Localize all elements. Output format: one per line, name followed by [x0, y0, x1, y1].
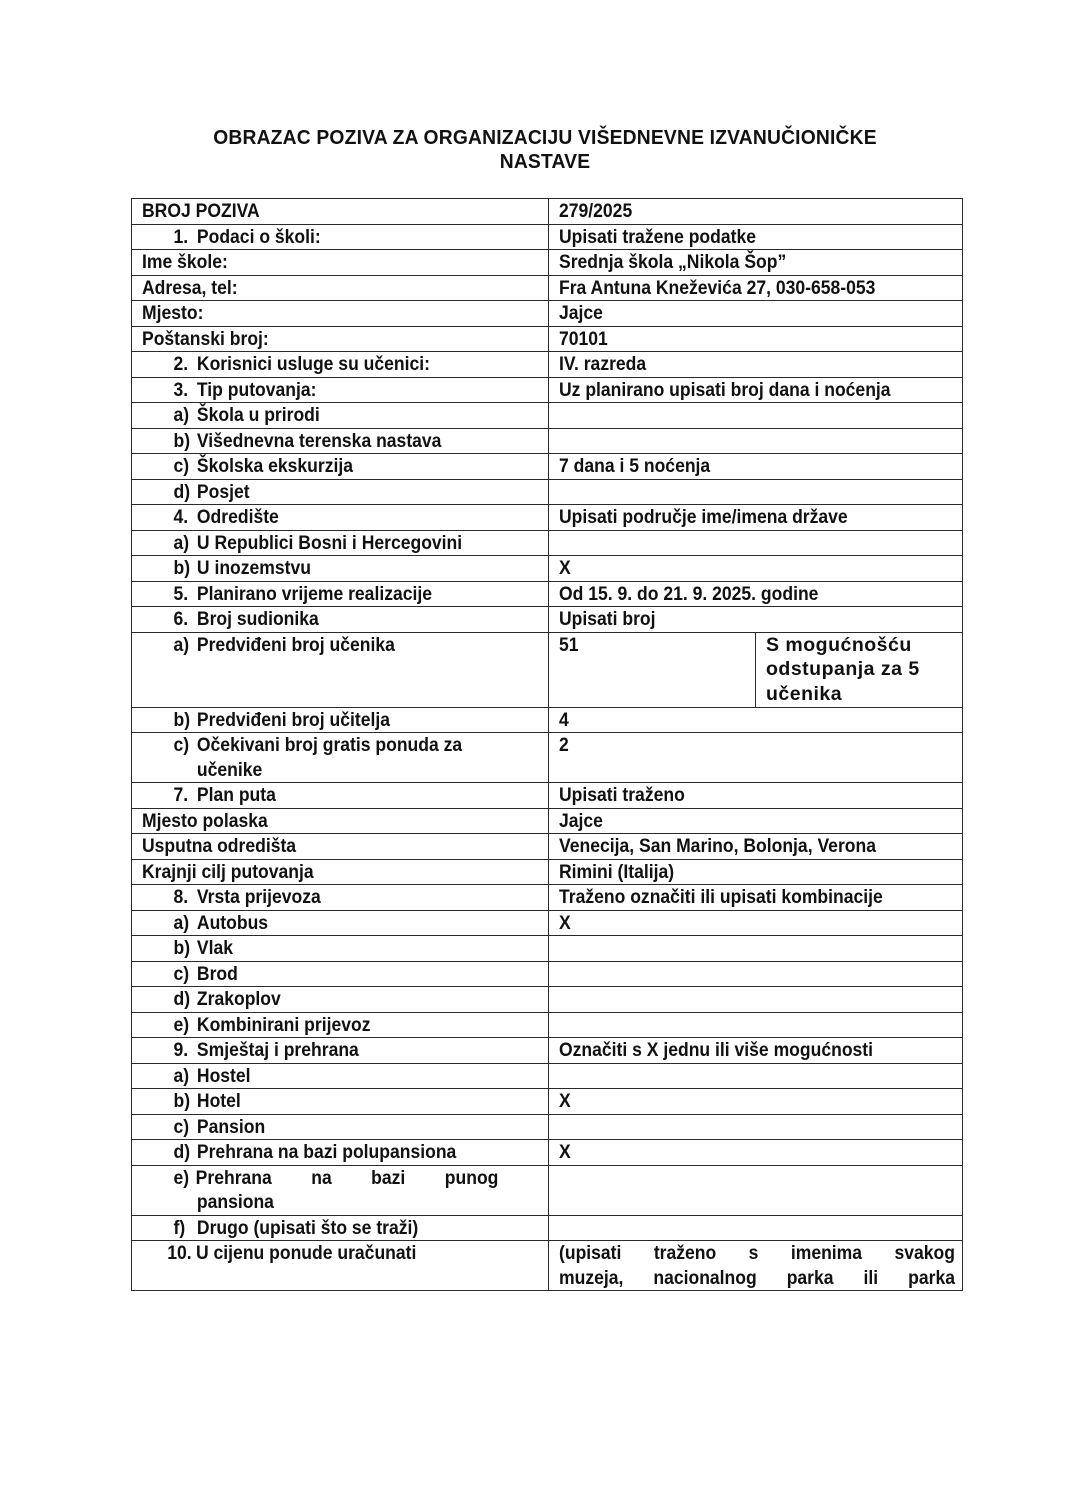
table-row — [132, 301, 963, 327]
field-value[interactable]: Upisati broj — [549, 607, 963, 633]
field-value[interactable]: X — [549, 1140, 963, 1166]
field-label: b) U inozemstvu — [132, 556, 549, 582]
field-label: b) Vlak — [132, 936, 549, 962]
table-row — [132, 961, 963, 987]
field-label: 9. Smještaj i prehrana — [132, 1038, 549, 1064]
field-value[interactable] — [549, 403, 963, 429]
field-value[interactable]: 279/2025 — [549, 199, 963, 225]
field-label: 2. Korisnici usluge su učenici: — [132, 352, 549, 378]
field-label: c) Brod — [132, 961, 549, 987]
field-label: Mjesto: — [132, 301, 549, 327]
table-row — [132, 250, 963, 276]
field-label: Adresa, tel: — [132, 275, 549, 301]
table-row — [132, 987, 963, 1013]
table-row — [132, 505, 963, 531]
field-label: 3. Tip putovanja: — [132, 377, 549, 403]
field-label: 6. Broj sudionika — [132, 607, 549, 633]
table-row — [132, 632, 963, 707]
field-label: Usputna odredišta — [132, 834, 549, 860]
table-row — [132, 607, 963, 633]
teacher-count-value[interactable]: 4 — [549, 707, 963, 733]
table-row — [132, 199, 963, 225]
table-row — [132, 1215, 963, 1241]
field-label: a) Autobus — [132, 910, 549, 936]
title-line-2: NASTAVE — [499, 150, 591, 173]
field-label: a) U Republici Bosni i Hercegovini — [132, 530, 549, 556]
table-row — [132, 479, 963, 505]
field-label: 10. U cijenu ponude uračunati — [132, 1241, 549, 1291]
field-label: Poštanski broj: — [132, 326, 549, 352]
field-value[interactable]: 7 dana i 5 noćenja — [549, 454, 963, 480]
address-value[interactable]: Fra Antuna Kneževića 27, 030-658-053 — [549, 275, 963, 301]
table-row — [132, 581, 963, 607]
table-row — [132, 1063, 963, 1089]
field-label: BROJ POZIVA — [132, 199, 549, 225]
field-value[interactable] — [549, 936, 963, 962]
field-value[interactable]: Uz planirano upisati broj dana i noćenja — [549, 377, 963, 403]
field-label: d) Zrakoplov — [132, 987, 549, 1013]
field-label: e) Prehrana na bazi punog pansiona — [132, 1165, 549, 1215]
table-row — [132, 275, 963, 301]
field-value[interactable]: Traženo označiti ili upisati kombinacije — [549, 885, 963, 911]
field-value[interactable]: X — [549, 1089, 963, 1115]
table-row — [132, 403, 963, 429]
field-label: f) Drugo (upisati što se traži) — [132, 1215, 549, 1241]
field-value[interactable] — [549, 1012, 963, 1038]
field-value[interactable]: X — [549, 910, 963, 936]
field-label: a) Hostel — [132, 1063, 549, 1089]
field-label: b) Predviđeni broj učitelja — [132, 707, 549, 733]
field-label: b) Hotel — [132, 1089, 549, 1115]
table-row — [132, 377, 963, 403]
table-row — [132, 859, 963, 885]
dates-value[interactable]: Od 15. 9. do 21. 9. 2025. godine — [549, 581, 963, 607]
field-value[interactable] — [549, 530, 963, 556]
field-label: 7. Plan puta — [132, 783, 549, 809]
table-row — [132, 808, 963, 834]
destination-value[interactable]: Rimini (Italija) — [549, 859, 963, 885]
table-row — [132, 454, 963, 480]
table-row — [132, 1165, 963, 1215]
field-label: c) Školska ekskurzija — [132, 454, 549, 480]
field-value[interactable]: Upisati područje ime/imena države — [549, 505, 963, 531]
field-value[interactable] — [549, 1165, 963, 1215]
table-row — [132, 428, 963, 454]
field-label: c) Pansion — [132, 1114, 549, 1140]
invitation-form-table — [131, 198, 963, 1291]
field-value[interactable]: IV. razreda — [549, 352, 963, 378]
city-value[interactable]: Jajce — [549, 301, 963, 327]
stops-value[interactable]: Venecija, San Marino, Bolonja, Verona — [549, 834, 963, 860]
field-label: a) Predviđeni broj učenika — [132, 632, 549, 707]
table-row — [132, 352, 963, 378]
table-row — [132, 910, 963, 936]
field-label: 1. Podaci o školi: — [132, 224, 549, 250]
field-label: 4. Odredište — [132, 505, 549, 531]
field-value[interactable] — [549, 987, 963, 1013]
free-offers-value[interactable]: 2 — [549, 733, 963, 783]
table-row — [132, 834, 963, 860]
field-value[interactable]: Upisati tražene podatke — [549, 224, 963, 250]
field-label: 5. Planirano vrijeme realizacije — [132, 581, 549, 607]
field-label: d) Posjet — [132, 479, 549, 505]
table-row — [132, 1012, 963, 1038]
field-value[interactable] — [549, 1114, 963, 1140]
table-row — [132, 326, 963, 352]
included-in-price-value[interactable]: (upisati traženo s imenima svakog muzeja, nacionalnog parka ili parka — [549, 1241, 963, 1291]
field-label: Mjesto polaska — [132, 808, 549, 834]
field-label: b) Višednevna terenska nastava — [132, 428, 549, 454]
student-count-value[interactable]: 51 — [549, 632, 756, 707]
table-row — [132, 936, 963, 962]
table-row — [132, 783, 963, 809]
field-label: a) Škola u prirodi — [132, 403, 549, 429]
postal-code-value[interactable]: 70101 — [549, 326, 963, 352]
field-value[interactable] — [549, 479, 963, 505]
table-row — [132, 1140, 963, 1166]
field-value[interactable] — [549, 1215, 963, 1241]
page-title — [155, 126, 935, 174]
table-row — [132, 707, 963, 733]
table-row — [132, 1114, 963, 1140]
field-label: Ime škole: — [132, 250, 549, 276]
table-row — [132, 733, 963, 783]
field-value[interactable] — [549, 1063, 963, 1089]
field-label: e) Kombinirani prijevoz — [132, 1012, 549, 1038]
field-value[interactable] — [549, 961, 963, 987]
departure-value[interactable]: Jajce — [549, 808, 963, 834]
title-line-1: OBRAZAC POZIVA ZA ORGANIZACIJU VIŠEDNEVNE IZVANUČIONIČKE — [213, 126, 877, 149]
field-label: 8. Vrsta prijevoza — [132, 885, 549, 911]
table-row — [132, 556, 963, 582]
table-row — [132, 530, 963, 556]
field-label: c) Očekivani broj gratis ponuda za učenike — [132, 733, 549, 783]
school-name-value[interactable]: Srednja škola „Nikola Šop” — [549, 250, 963, 276]
student-count-note[interactable]: S mogućnošću odstupanja za 5 učenika — [756, 632, 963, 707]
table-row — [132, 1241, 963, 1291]
field-value[interactable]: Upisati traženo — [549, 783, 963, 809]
table-row — [132, 885, 963, 911]
table-row — [132, 224, 963, 250]
field-label: Krajnji cilj putovanja — [132, 859, 549, 885]
field-label: d) Prehrana na bazi polupansiona — [132, 1140, 549, 1166]
field-value[interactable] — [549, 428, 963, 454]
field-value[interactable]: Označiti s X jednu ili više mogućnosti — [549, 1038, 963, 1064]
field-value[interactable]: X — [549, 556, 963, 582]
table-row — [132, 1089, 963, 1115]
table-row — [132, 1038, 963, 1064]
